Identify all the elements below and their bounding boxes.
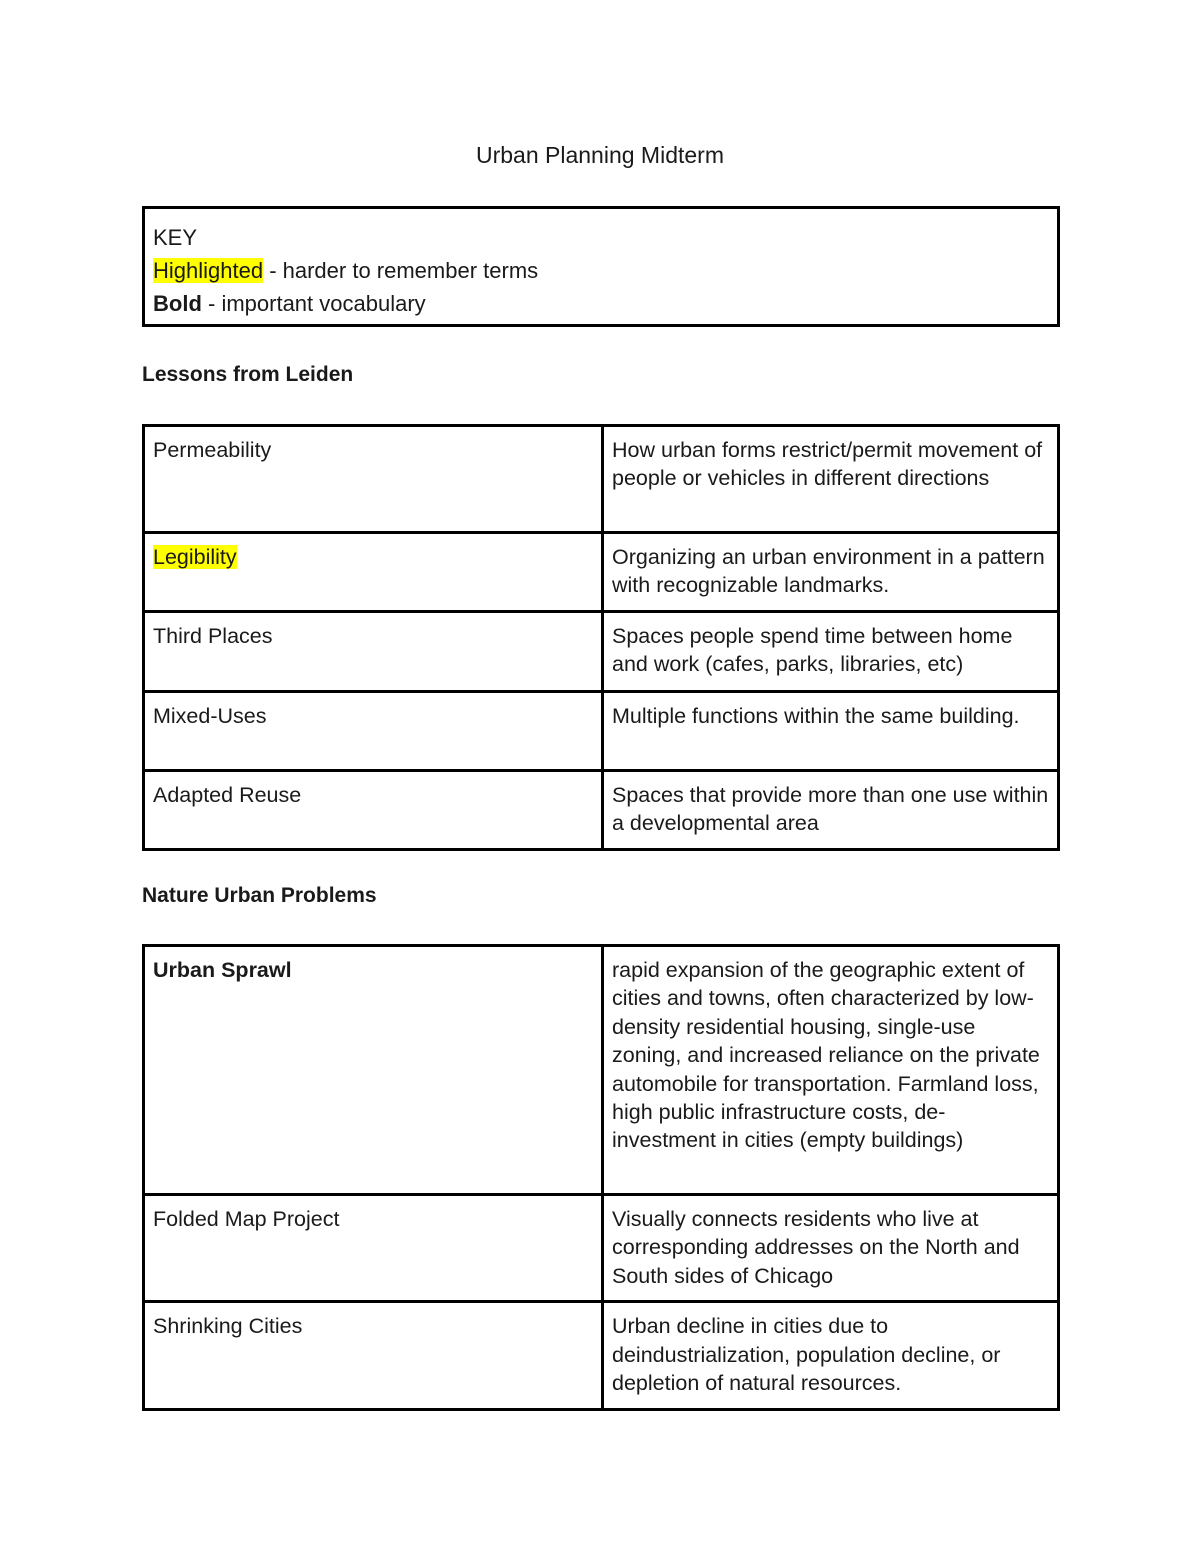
definition-cell: Organizing an urban environment in a pattern with recognizable landmarks. [603, 533, 1059, 612]
definition-cell: Visually connects residents who live at corresponding addresses on the North and South sides of Chicago [603, 1195, 1059, 1302]
key-bold-line [153, 287, 1049, 320]
definition-cell: Spaces people spend time between home and work (cafes, parks, libraries, etc) [603, 612, 1059, 692]
table-row [144, 1195, 1059, 1302]
definition-cell: Multiple functions within the same building. [603, 692, 1059, 771]
definition-cell: Spaces that provide more than one use within a developmental area [603, 771, 1059, 850]
definition-cell: rapid expansion of the geographic extent of cities and towns, often characterized by low-density residential housing, single-use zoning, and increased reliance on the private automobile for transportation. Farmland loss, high public infrastructure costs, de-investment in cities (empty buildings) [603, 946, 1059, 1195]
key-highlighted-label: Highlighted [153, 258, 264, 283]
term-cell: Adapted Reuse [144, 771, 603, 850]
table-row [144, 1302, 1059, 1410]
page-title: Urban Planning Midterm [475, 142, 724, 168]
section-heading-leiden: Lessons from Leiden [142, 363, 354, 386]
table-row [144, 771, 1059, 850]
term-cell: Urban Sprawl [144, 946, 603, 1195]
term-cell [144, 533, 603, 612]
key-box [142, 206, 1060, 327]
table-row [144, 612, 1059, 692]
urban-problems-table [142, 944, 1060, 1411]
term-cell: Mixed-Uses [144, 692, 603, 771]
key-highlighted-desc: - harder to remember terms [263, 258, 539, 283]
table-row [144, 533, 1059, 612]
definition-cell: How urban forms restrict/permit movement of people or vehicles in different directions [603, 426, 1059, 533]
table-row [144, 426, 1059, 533]
term-cell: Third Places [144, 612, 603, 692]
term-cell: Shrinking Cities [144, 1302, 603, 1410]
section-heading-nature-urban-problems: Nature Urban Problems [142, 884, 377, 907]
table-row [144, 692, 1059, 771]
key-highlighted-line [153, 254, 1049, 287]
leiden-terms-table [142, 424, 1060, 851]
key-bold-desc: - important vocabulary [201, 291, 426, 316]
definition-cell: Urban decline in cities due to deindustrialization, population decline, or depletion of natural resources. [603, 1302, 1059, 1410]
key-bold-label: Bold [153, 291, 202, 316]
highlighted-term: Legibility [153, 545, 237, 569]
term-cell: Folded Map Project [144, 1195, 603, 1302]
key-heading: KEY [153, 225, 198, 250]
term-cell: Permeability [144, 426, 603, 533]
table-row [144, 946, 1059, 1195]
